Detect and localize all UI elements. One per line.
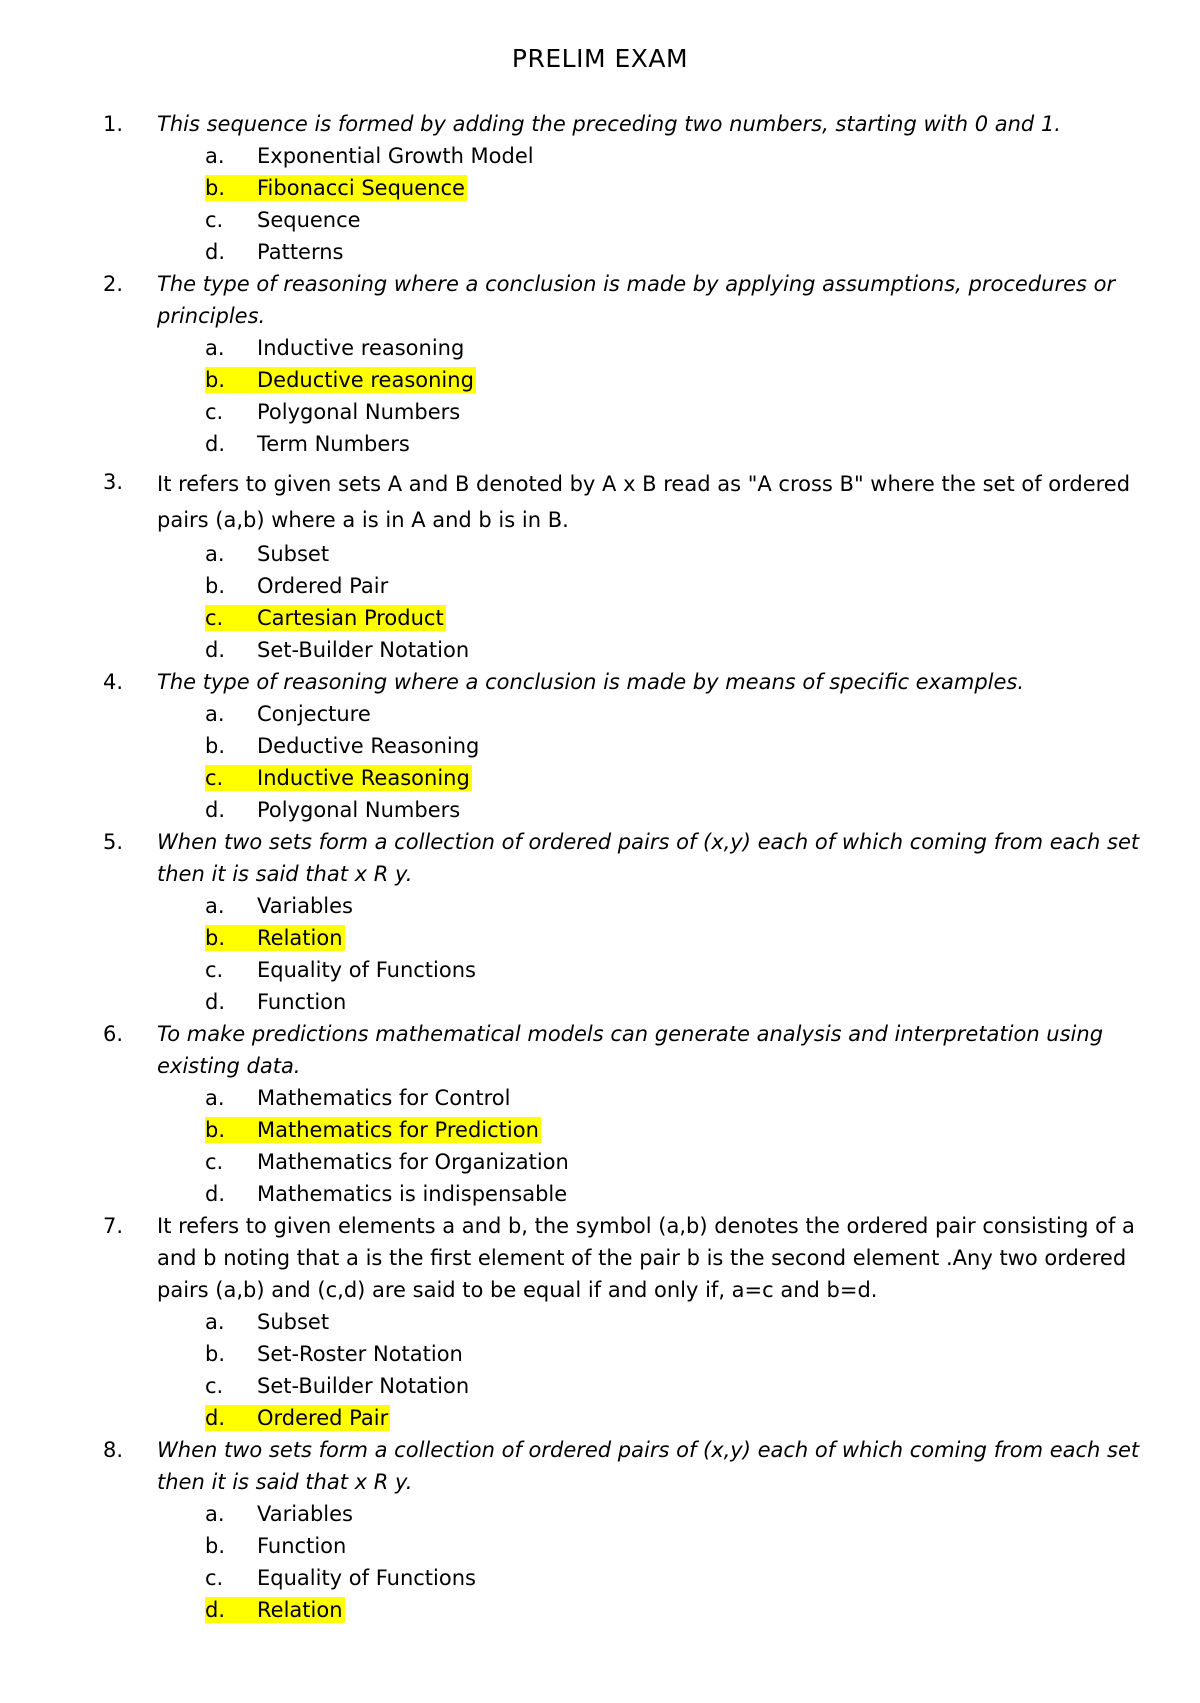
option-text: Patterns <box>257 240 344 264</box>
question-number: 1. <box>103 112 124 136</box>
option-d <box>0 1178 1200 1210</box>
option-c <box>0 396 1200 428</box>
option-c <box>0 1146 1200 1178</box>
option-a <box>0 140 1200 172</box>
option-letter: d. <box>205 240 226 264</box>
option-a <box>0 1498 1200 1530</box>
option-list <box>0 332 1200 460</box>
option-letter: b. <box>205 926 226 950</box>
option-text: Fibonacci Sequence <box>257 176 465 200</box>
question-text: The type of reasoning where a conclusion is made by applying assumptions, procedures or principles. <box>157 272 1116 328</box>
option-letter: d. <box>205 1182 226 1206</box>
option-text: Deductive Reasoning <box>257 734 480 758</box>
question-text: This sequence is formed by adding the preceding two numbers, starting with 0 and 1. <box>157 112 1061 136</box>
option-letter: b. <box>205 1534 226 1558</box>
option-letter: b. <box>205 1342 226 1366</box>
question-5 <box>0 826 1200 1018</box>
option-text: Subset <box>257 542 330 566</box>
option-text: Variables <box>257 894 353 918</box>
option-letter: a. <box>205 336 225 360</box>
option-letter: c. <box>205 606 224 630</box>
option-text: Deductive reasoning <box>257 368 474 392</box>
option-text: Equality of Functions <box>257 958 476 982</box>
option-letter: c. <box>205 208 224 232</box>
option-letter: a. <box>205 542 225 566</box>
option-text: Mathematics for Organization <box>257 1150 569 1174</box>
option-text: Polygonal Numbers <box>257 400 461 424</box>
option-b <box>0 1530 1200 1562</box>
option-letter: b. <box>205 176 226 200</box>
option-text: Mathematics for Control <box>257 1086 511 1110</box>
option-letter: b. <box>205 368 226 392</box>
option-text: Cartesian Product <box>257 606 444 630</box>
option-list <box>0 1498 1200 1626</box>
option-letter: c. <box>205 1566 224 1590</box>
question-2 <box>0 268 1200 460</box>
option-letter: b. <box>205 574 226 598</box>
option-b-answer <box>0 364 1200 396</box>
option-d <box>0 986 1200 1018</box>
option-letter: d. <box>205 798 226 822</box>
option-text: Set-Builder Notation <box>257 1374 470 1398</box>
option-d <box>0 236 1200 268</box>
option-text: Function <box>257 1534 347 1558</box>
option-text: Inductive reasoning <box>257 336 465 360</box>
option-b <box>0 1338 1200 1370</box>
option-text: Function <box>257 990 347 1014</box>
option-letter: a. <box>205 1310 225 1334</box>
option-text: Mathematics is indispensable <box>257 1182 568 1206</box>
option-letter: b. <box>205 1118 226 1142</box>
question-text: To make predictions mathematical models can generate analysis and interpretation using existing data. <box>157 1022 1104 1078</box>
question-number: 6. <box>103 1022 124 1046</box>
question-text: When two sets form a collection of ordered pairs of (x,y) each of which coming from each set then it is said that x R y. <box>157 1438 1140 1494</box>
option-list <box>0 1082 1200 1210</box>
option-text: Polygonal Numbers <box>257 798 461 822</box>
option-a <box>0 538 1200 570</box>
option-d-answer <box>0 1402 1200 1434</box>
option-letter: b. <box>205 734 226 758</box>
option-b <box>0 570 1200 602</box>
option-letter: a. <box>205 1502 225 1526</box>
option-b-answer <box>0 922 1200 954</box>
option-text: Inductive Reasoning <box>257 766 470 790</box>
question-1 <box>0 108 1200 268</box>
option-text: Relation <box>257 926 343 950</box>
option-letter: a. <box>205 144 225 168</box>
option-letter: a. <box>205 1086 225 1110</box>
option-a <box>0 698 1200 730</box>
option-c <box>0 954 1200 986</box>
option-text: Conjecture <box>257 702 371 726</box>
question-number: 2. <box>103 272 124 296</box>
option-text: Subset <box>257 1310 330 1334</box>
option-letter: c. <box>205 766 224 790</box>
option-letter: c. <box>205 1374 224 1398</box>
option-c <box>0 1370 1200 1402</box>
option-text: Set-Builder Notation <box>257 638 470 662</box>
option-text: Sequence <box>257 208 361 232</box>
question-text: It refers to given sets A and B denoted by A x B read as "A cross B" where the set of ordered pairs (a,b) where a is in A and b is in B. <box>157 472 1131 532</box>
option-list <box>0 1306 1200 1434</box>
question-text: When two sets form a collection of ordered pairs of (x,y) each of which coming from each set then it is said that x R y. <box>157 830 1140 886</box>
option-a <box>0 890 1200 922</box>
option-letter: d. <box>205 432 226 456</box>
option-d <box>0 794 1200 826</box>
option-text: Ordered Pair <box>257 1406 389 1430</box>
question-4 <box>0 666 1200 826</box>
option-b-answer <box>0 1114 1200 1146</box>
option-letter: d. <box>205 638 226 662</box>
option-text: Exponential Growth Model <box>257 144 534 168</box>
option-a <box>0 332 1200 364</box>
option-a <box>0 1082 1200 1114</box>
question-number: 3. <box>103 470 124 494</box>
option-list <box>0 890 1200 1018</box>
option-b <box>0 730 1200 762</box>
question-list <box>0 108 1200 1626</box>
option-letter: c. <box>205 400 224 424</box>
option-text: Term Numbers <box>257 432 410 456</box>
option-text: Mathematics for Prediction <box>257 1118 539 1142</box>
option-letter: c. <box>205 1150 224 1174</box>
option-list <box>0 698 1200 826</box>
question-text: The type of reasoning where a conclusion is made by means of specific examples. <box>157 670 1025 694</box>
option-letter: d. <box>205 1598 226 1622</box>
option-b-answer <box>0 172 1200 204</box>
option-letter: d. <box>205 1406 226 1430</box>
question-7 <box>0 1210 1200 1434</box>
option-letter: a. <box>205 702 225 726</box>
option-letter: a. <box>205 894 225 918</box>
question-number: 8. <box>103 1438 124 1462</box>
option-letter: d. <box>205 990 226 1014</box>
question-text: It refers to given elements a and b, the symbol (a,b) denotes the ordered pair consisting of a and b noting that a is the first element of the pair b is the second element .Any two ordered pairs (a,b) and (c,d) are said to be equal if and only if, a=c and b=d. <box>157 1214 1135 1302</box>
option-c-answer <box>0 762 1200 794</box>
option-text: Relation <box>257 1598 343 1622</box>
option-c <box>0 1562 1200 1594</box>
option-c <box>0 204 1200 236</box>
question-number: 5. <box>103 830 124 854</box>
option-text: Set-Roster Notation <box>257 1342 463 1366</box>
question-number: 4. <box>103 670 124 694</box>
option-list <box>0 538 1200 666</box>
option-text: Variables <box>257 1502 353 1526</box>
option-list <box>0 140 1200 268</box>
option-d-answer <box>0 1594 1200 1626</box>
page-title: PRELIM EXAM <box>511 44 689 73</box>
question-6 <box>0 1018 1200 1210</box>
option-text: Equality of Functions <box>257 1566 476 1590</box>
option-d <box>0 428 1200 460</box>
option-a <box>0 1306 1200 1338</box>
question-3 <box>0 466 1200 666</box>
option-c-answer <box>0 602 1200 634</box>
option-letter: c. <box>205 958 224 982</box>
question-number: 7. <box>103 1214 124 1238</box>
option-d <box>0 634 1200 666</box>
option-text: Ordered Pair <box>257 574 389 598</box>
question-8 <box>0 1434 1200 1626</box>
